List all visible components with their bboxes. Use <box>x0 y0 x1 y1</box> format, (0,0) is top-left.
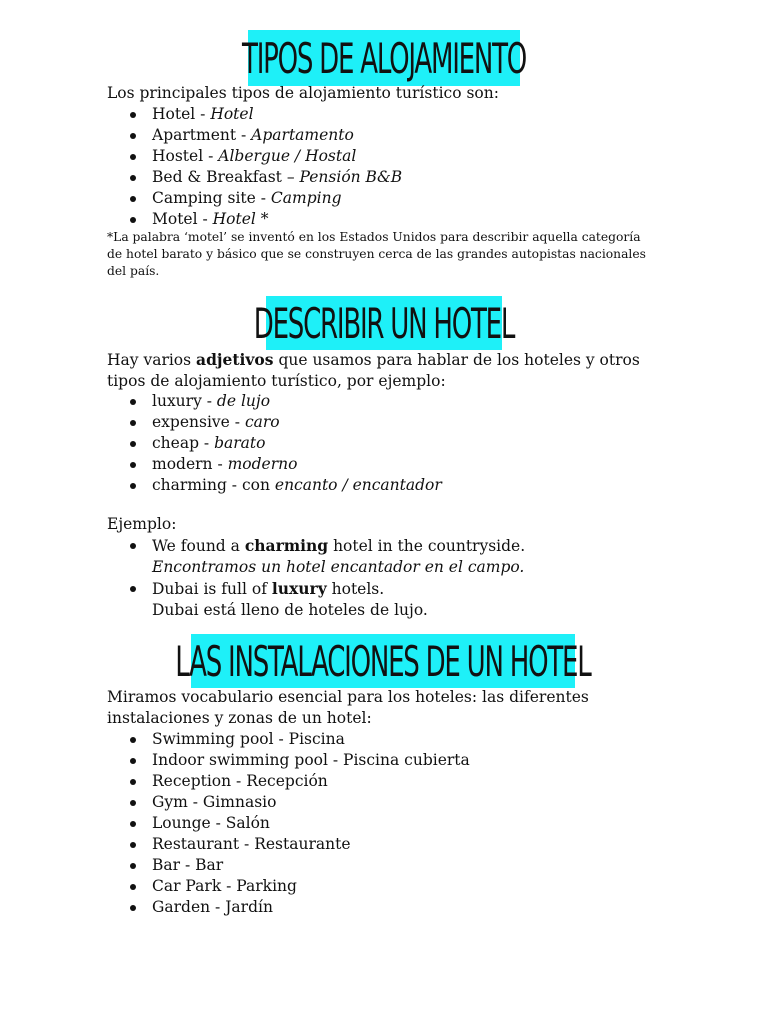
bullet-icon <box>130 543 136 549</box>
list-item: Restaurant - Restaurante <box>107 834 470 855</box>
section2-intro: Hay varios adjetivos que usamos para hablar de los hoteles y otros tipos de alojamiento turístico, por ejemplo: <box>107 350 640 390</box>
bullet-icon <box>130 420 136 426</box>
bullet-icon <box>130 863 136 869</box>
bullet-icon <box>130 779 136 785</box>
bullet-icon <box>130 399 136 405</box>
list-item: Reception - Recepción <box>107 771 470 792</box>
examples-list <box>107 535 525 621</box>
list-item: luxury - de lujo <box>107 391 442 412</box>
heading-describir-un-hotel: DESCRIBIR UN HOTEL <box>266 296 502 350</box>
facilities-list <box>107 729 470 918</box>
list-item: Bed & Breakfast – Pensión B&B <box>107 167 402 188</box>
bullet-icon <box>130 217 136 223</box>
bullet-icon <box>130 821 136 827</box>
accommodation-types-list <box>107 104 402 230</box>
list-item: Gym - Gimnasio <box>107 792 470 813</box>
list-item: expensive - caro <box>107 412 442 433</box>
list-item: Hotel - Hotel <box>107 104 402 125</box>
bullet-icon <box>130 133 136 139</box>
bullet-icon <box>130 758 136 764</box>
list-item: Apartment - Apartamento <box>107 125 402 146</box>
list-item: Lounge - Salón <box>107 813 470 834</box>
list-item: Hostel - Albergue / Hostal <box>107 146 402 167</box>
list-item: Camping site - Camping <box>107 188 402 209</box>
bullet-icon <box>130 112 136 118</box>
list-item: Dubai is full of luxury hotels. Dubai está lleno de hoteles de lujo. <box>107 578 525 621</box>
list-item: Indoor swimming pool - Piscina cubierta <box>107 750 470 771</box>
bullet-icon <box>130 483 136 489</box>
bullet-icon <box>130 842 136 848</box>
list-item: modern - moderno <box>107 454 442 475</box>
bullet-icon <box>130 737 136 743</box>
bullet-icon <box>130 462 136 468</box>
section3-intro: Miramos vocabulario esencial para los hoteles: las diferentes instalaciones y zonas de un hotel: <box>107 688 589 727</box>
list-item: Motel - Hotel * <box>107 209 402 230</box>
heading-tipos-de-alojamiento: TIPOS DE ALOJAMIENTO <box>248 30 520 86</box>
list-item: Swimming pool - Piscina <box>107 729 470 750</box>
list-item: We found a charming hotel in the countryside. Encontramos un hotel encantador en el campo. <box>107 535 525 578</box>
list-item: Bar - Bar <box>107 855 470 876</box>
bullet-icon <box>130 884 136 890</box>
bullet-icon <box>130 441 136 447</box>
bullet-icon <box>130 175 136 181</box>
section1-intro: Los principales tipos de alojamiento turístico son: <box>107 84 499 102</box>
list-item: cheap - barato <box>107 433 442 454</box>
heading-las-instalaciones-de-un-hotel: LAS INSTALACIONES DE UN HOTEL <box>191 634 575 688</box>
bullet-icon <box>130 154 136 160</box>
bullet-icon <box>130 905 136 911</box>
adjectives-list <box>107 391 442 496</box>
list-item: Garden - Jardín <box>107 897 470 918</box>
bullet-icon <box>130 800 136 806</box>
bullet-icon <box>130 196 136 202</box>
motel-footnote: *La palabra ‘motel’ se inventó en los Estados Unidos para describir aquella categoría de hotel barato y básico que se construyen cerca de las grandes autopistas nacionales del país. <box>107 230 646 278</box>
bullet-icon <box>130 586 136 592</box>
list-item: Car Park - Parking <box>107 876 470 897</box>
list-item: charming - con encanto / encantador <box>107 475 442 496</box>
example-label: Ejemplo: <box>107 515 177 533</box>
